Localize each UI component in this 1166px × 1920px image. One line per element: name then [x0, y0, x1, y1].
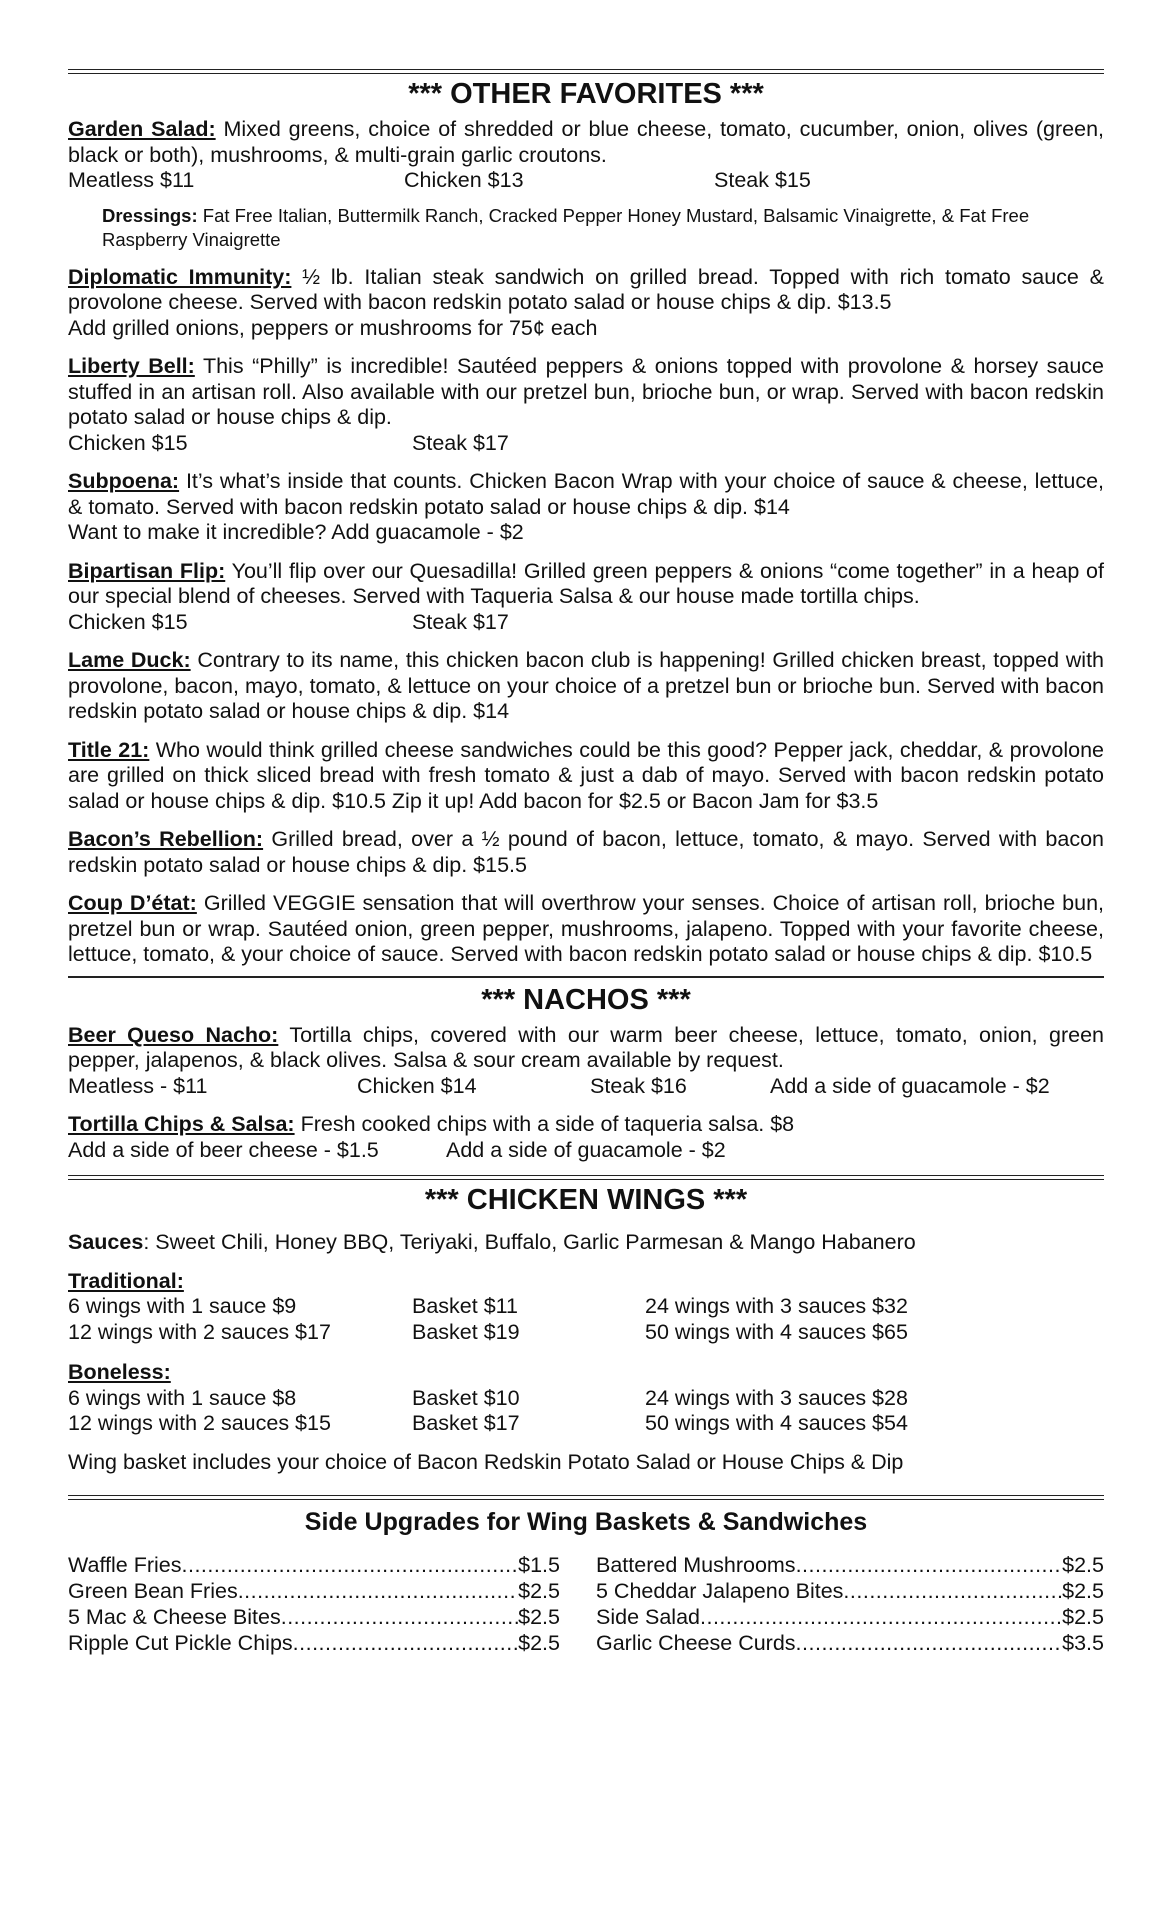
item-description: You’ll flip over our Quesadilla! Grilled green peppers & onions “come together” in a heap of our special blend of cheeses. Served with Taqueria Salsa & our house made tortilla chips.: [68, 558, 1104, 608]
basket-option: Basket $10: [412, 1385, 520, 1410]
leader-dots: [843, 1578, 1062, 1604]
side-label: Green Bean Fries: [68, 1579, 238, 1603]
side-item: [596, 1604, 1104, 1630]
wing-row: [68, 1411, 1104, 1437]
dressings-label: Dressings:: [102, 204, 198, 226]
price-chicken: Chicken $15: [68, 430, 188, 455]
price-row: [68, 431, 1104, 457]
add-beer-cheese: Add a side of beer cheese - $1.5: [68, 1137, 379, 1162]
item-description: This “Philly” is incredible! Sautéed peppers & onions topped with provolone & horsey sauce stuffed in an artisan roll. Also available with our pretzel bun, brioche bun, or wrap. Served with bacon redskin potato salad or house chips & dip.: [68, 354, 1104, 429]
wing-row: [68, 1386, 1104, 1412]
section-title-side-upgrades: Side Upgrades for Wing Baskets & Sandwiches: [304, 1508, 868, 1536]
price-meatless: Meatless - $11: [68, 1073, 208, 1098]
sauces-label: Sauces: [68, 1230, 144, 1254]
side-price: $2.5: [1062, 1579, 1104, 1603]
menu-item-liberty-bell: [68, 354, 1104, 431]
side-column-right: [596, 1552, 1104, 1656]
section-divider: [68, 976, 1104, 978]
wing-row: [68, 1320, 1104, 1346]
item-name: Coup D’état:: [68, 891, 197, 915]
item-name: Bacon’s Rebellion:: [68, 827, 264, 851]
basket-option: Basket $17: [412, 1411, 520, 1435]
side-item: [596, 1578, 1104, 1604]
side-price: $1.5: [518, 1553, 560, 1577]
side-label: 5 Mac & Cheese Bites: [68, 1605, 281, 1629]
menu-item-diplomatic-immunity: [68, 265, 1104, 316]
menu-item-bipartisan-flip: [68, 559, 1104, 610]
side-price: $2.5: [518, 1579, 560, 1603]
menu-item-subpoena: [68, 469, 1104, 520]
item-extra: Add grilled onions, peppers or mushrooms for 75¢ each: [68, 315, 598, 340]
section-title-other-favorites: *** OTHER FAVORITES ***: [408, 78, 764, 110]
item-name: Garden Salad:: [68, 117, 216, 141]
menu-item-title-21: [68, 738, 1104, 815]
price-steak: Steak $16: [590, 1073, 687, 1098]
side-price: $2.5: [518, 1631, 560, 1655]
price-steak: Steak $15: [714, 168, 811, 192]
wing-option: 6 wings with 1 sauce $8: [68, 1385, 297, 1410]
leader-dots: [182, 1552, 519, 1578]
basket-option: Basket $19: [412, 1319, 520, 1344]
side-item: [68, 1578, 560, 1604]
side-item: [596, 1552, 1104, 1578]
menu-item-coup-detat: [68, 891, 1104, 968]
wing-row: [68, 1294, 1104, 1320]
item-name: Diplomatic Immunity:: [68, 264, 292, 289]
item-description: Contrary to its name, this chicken bacon club is happening! Grilled chicken breast, topped with provolone, bacon, mayo, tomato, & lettuce on your choice of a pretzel bun or brioche bun. Served with bacon redskin potato salad or house chips & dip. $14: [68, 648, 1104, 723]
side-price: $2.5: [518, 1605, 560, 1629]
side-price: $2.5: [1062, 1553, 1104, 1577]
wing-option-large: 50 wings with 4 sauces $54: [645, 1411, 908, 1435]
wing-option: 12 wings with 2 sauces $15: [68, 1411, 331, 1435]
item-name: Tortilla Chips & Salsa:: [68, 1112, 295, 1136]
item-description: Mixed greens, choice of shredded or blue cheese, tomato, cucumber, onion, olives (green, black or both), mushrooms, & multi-grain garlic croutons.: [68, 117, 1105, 167]
section-title-chicken-wings: *** CHICKEN WINGS ***: [424, 1184, 748, 1216]
leader-dots: [238, 1578, 518, 1604]
item-description: Grilled bread, over a ½ pound of bacon, lettuce, tomato, & mayo. Served with bacon redskin potato salad or house chips & dip. $15.5: [68, 827, 1104, 877]
side-label: 5 Cheddar Jalapeno Bites: [596, 1579, 844, 1603]
section-divider: [68, 1175, 1104, 1180]
menu-item-bacons-rebellion: [68, 827, 1104, 878]
side-price: $2.5: [1062, 1605, 1104, 1629]
side-item: [68, 1552, 560, 1578]
item-description: Grilled VEGGIE sensation that will overthrow your senses. Choice of artisan roll, brioche bun, pretzel bun or wrap. Sautéed onion, green pepper, mushrooms, jalapeno. Topped with your favorite cheese, lettuce, tomato, & your choice of sauce. Served with bacon redskin potato salad or house chips & dip. $10.5: [68, 891, 1104, 966]
dressings-text: Fat Free Italian, Buttermilk Ranch, Cracked Pepper Honey Mustard, Balsamic Vinaigrette, & Fat Free Raspberry Vinaigrette: [102, 204, 1030, 250]
item-name: Beer Queso Nacho:: [68, 1022, 279, 1047]
wing-option-large: 24 wings with 3 sauces $28: [645, 1385, 908, 1410]
price-chicken: Chicken $13: [404, 168, 524, 192]
menu-item-tortilla-chips-salsa: [68, 1112, 1104, 1138]
sauces-text: : Sweet Chili, Honey BBQ, Teriyaki, Buffalo, Garlic Parmesan & Mango Habanero: [143, 1230, 916, 1254]
item-description: Fresh cooked chips with a side of taqueria salsa. $8: [294, 1112, 795, 1136]
section-divider: [68, 1495, 1104, 1500]
side-price: $3.5: [1062, 1631, 1104, 1655]
item-extra: Want to make it incredible? Add guacamole - $2: [68, 520, 524, 544]
price-chicken: Chicken $15: [68, 609, 188, 634]
item-description: Who would think grilled cheese sandwiches could be this good? Pepper jack, cheddar, & provolone are grilled on thick sliced bread with fresh tomato & just a dab of mayo. Served with bacon redskin potato salad or house chips & dip. $10.5 Zip it up! Add bacon for $2.5 or Bacon Jam for $3.5: [68, 737, 1105, 813]
leader-dots: [700, 1604, 1062, 1630]
section-title-nachos: *** NACHOS ***: [481, 983, 691, 1016]
price-steak: Steak $17: [412, 430, 509, 455]
price-row: [68, 610, 1104, 636]
side-column-left: [68, 1552, 560, 1656]
side-label: Battered Mushrooms: [596, 1553, 796, 1577]
section-divider: [68, 69, 1104, 74]
wing-option: 12 wings with 2 sauces $17: [68, 1319, 331, 1344]
item-name: Liberty Bell:: [68, 354, 195, 378]
wing-basket-note: Wing basket includes your choice of Bacon Redskin Potato Salad or House Chips & Dip: [68, 1449, 904, 1474]
side-item: [596, 1630, 1104, 1656]
leader-dots: [293, 1630, 518, 1656]
side-item: [68, 1604, 560, 1630]
item-description: Tortilla chips, covered with our warm beer cheese, lettuce, tomato, onion, green pepper, jalapenos, & black olives. Salsa & sour cream available by request.: [68, 1022, 1104, 1072]
boneless-label: Boneless:: [68, 1360, 171, 1384]
leader-dots: [281, 1604, 518, 1630]
add-guacamole: Add a side of guacamole - $2: [770, 1073, 1050, 1098]
leader-dots: [796, 1552, 1063, 1578]
side-label: Garlic Cheese Curds: [596, 1631, 796, 1655]
traditional-label: Traditional:: [68, 1268, 184, 1293]
item-description: ½ lb. Italian steak sandwich on grilled bread. Topped with rich tomato sauce & provolone cheese. Served with bacon redskin potato salad or house chips & dip. $13.5: [68, 264, 1104, 314]
dressings-note: [102, 204, 1076, 252]
basket-option: Basket $11: [412, 1294, 518, 1318]
price-chicken: Chicken $14: [357, 1073, 477, 1098]
wing-sauces: [68, 1230, 1104, 1256]
side-label: Side Salad: [596, 1605, 700, 1629]
side-label: Waffle Fries: [68, 1553, 182, 1577]
price-row: [68, 1138, 1104, 1164]
menu-item-beer-queso-nacho: [68, 1023, 1104, 1074]
menu-page: [68, 0, 1104, 1656]
item-name: Subpoena:: [68, 469, 180, 493]
add-guacamole: Add a side of guacamole - $2: [446, 1137, 726, 1162]
side-upgrades-list: [68, 1552, 1104, 1656]
side-label: Ripple Cut Pickle Chips: [68, 1631, 293, 1655]
price-row: [68, 168, 1104, 194]
price-meatless: Meatless $11: [68, 168, 195, 192]
menu-item-lame-duck: [68, 648, 1104, 725]
leader-dots: [796, 1630, 1063, 1656]
item-description: It’s what’s inside that counts. Chicken Bacon Wrap with your choice of sauce & cheese, lettuce, & tomato. Served with bacon redskin potato salad or house chips & dip. $14: [68, 469, 1104, 519]
wing-option-large: 24 wings with 3 sauces $32: [645, 1294, 908, 1318]
item-name: Lame Duck:: [68, 648, 191, 672]
item-name: Title 21:: [68, 737, 150, 762]
wing-option-large: 50 wings with 4 sauces $65: [645, 1319, 908, 1344]
wing-option: 6 wings with 1 sauce $9: [68, 1294, 297, 1318]
price-row: [68, 1074, 1104, 1100]
menu-item-garden-salad: [68, 117, 1104, 168]
item-name: Bipartisan Flip:: [68, 558, 226, 583]
side-item: [68, 1630, 560, 1656]
price-steak: Steak $17: [412, 609, 509, 634]
